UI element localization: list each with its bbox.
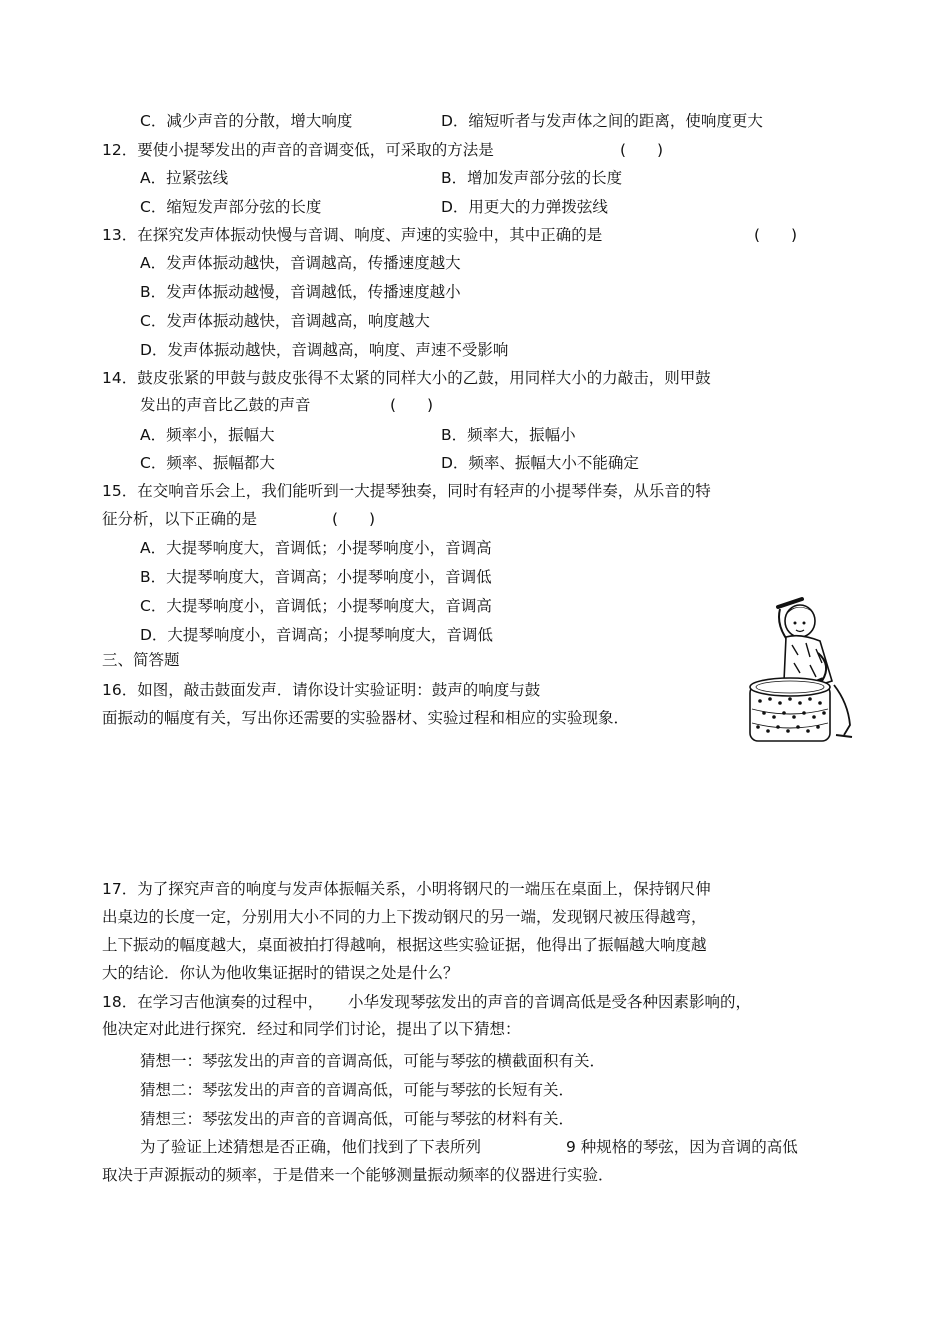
- q18-guess-3: 猜想三：琴弦发出的声音的音调高低，可能与琴弦的材料有关．: [140, 1110, 575, 1128]
- q14-option-c: C．频率、振幅都大: [140, 454, 275, 472]
- q13-option-b: B．发声体振动越慢，音调越低，传播速度越小: [140, 283, 461, 301]
- q14-option-a: A．频率小，振幅大: [140, 426, 275, 444]
- q18-line-7: 取决于声源振动的频率，于是借来一个能够测量振动频率的仪器进行实验．: [102, 1166, 614, 1184]
- q18-line-6a: 为了验证上述猜想是否正确，他们找到了下表所列: [140, 1138, 482, 1156]
- q11-option-d: D．缩短听者与发声体之间的距离，使响度更大: [441, 112, 763, 130]
- q12-option-a: A．拉紧弦线: [140, 169, 229, 187]
- q17-line-4: 大的结论．你认为他收集证据时的错误之处是什么？: [102, 964, 459, 982]
- q17-line-2: 出桌边的长度一定，分别用大小不同的力上下拨动钢尺的另一端，发现钢尺被压得越弯，: [102, 908, 707, 926]
- q12-option-d: D．用更大的力弹拨弦线: [441, 198, 608, 216]
- q12-stem: 12．要使小提琴发出的声音的音调变低，可采取的方法是: [102, 141, 494, 159]
- q12-answer-paren: ( ): [620, 141, 664, 159]
- q13-stem: 13．在探究发声体振动快慢与音调、响度、声速的实验中，其中正确的是: [102, 226, 603, 244]
- section-heading: 三、简答题: [102, 651, 180, 669]
- q14-stem-line-2: 发出的声音比乙鼓的声音: [140, 396, 311, 414]
- q13-option-d: D．发声体振动越快，音调越高，响度、声速不受影响: [140, 341, 509, 359]
- q18-line-1b: 小华发现琴弦发出的声音的音调高低是受各种因素影响的，: [348, 993, 752, 1011]
- q15-option-c: C．大提琴响度小，音调低；小提琴响度大，音调高: [140, 597, 492, 615]
- q14-option-d: D．频率、振幅大小不能确定: [441, 454, 639, 472]
- q15-stem-line-1: 15．在交响音乐会上，我们能听到一大提琴独奏，同时有轻声的小提琴伴奏，从乐音的特: [102, 482, 711, 500]
- q16-line-2: 面振动的幅度有关，写出你还需要的实验器材、实验过程和相应的实验现象．: [102, 709, 630, 727]
- q18-line-1a: 18．在学习吉他演奏的过程中，: [102, 993, 324, 1011]
- q16-line-1: 16．如图，敲击鼓面发声．请你设计实验证明：鼓声的响度与鼓: [102, 681, 541, 699]
- q15-stem-line-2: 征分析，以下正确的是: [102, 510, 258, 528]
- q13-option-c: C．发声体振动越快，音调越高，响度越大: [140, 312, 430, 330]
- q17-line-1: 17．为了探究声音的响度与发声体振幅关系，小明将钢尺的一端压在桌面上，保持钢尺伸: [102, 880, 711, 898]
- q18-line-6b: 9 种规格的琴弦，因为音调的高低: [566, 1138, 798, 1156]
- q12-option-b: B．增加发声部分弦的长度: [441, 169, 623, 187]
- q17-line-3: 上下振动的幅度越大，桌面被拍打得越响，根据这些实验证据，他得出了振幅越大响度越: [102, 936, 707, 954]
- q15-option-b: B．大提琴响度大，音调高；小提琴响度小，音调低: [140, 568, 492, 586]
- q13-option-a: A．发声体振动越快，音调越高，传播速度越大: [140, 254, 461, 272]
- q18-guess-2: 猜想二：琴弦发出的声音的音调高低，可能与琴弦的长短有关．: [140, 1081, 575, 1099]
- q14-stem-line-1: 14．鼓皮张紧的甲鼓与鼓皮张得不太紧的同样大小的乙鼓，用同样大小的力敲击，则甲鼓: [102, 369, 711, 387]
- q12-option-c: C．缩短发声部分弦的长度: [140, 198, 322, 216]
- q15-answer-paren: ( ): [332, 510, 376, 528]
- q15-option-a: A．大提琴响度大，音调低；小提琴响度小，音调高: [140, 539, 492, 557]
- q18-line-2: 他决定对此进行探究．经过和同学们讨论，提出了以下猜想：: [102, 1020, 521, 1038]
- q14-answer-paren: ( ): [390, 396, 434, 414]
- q18-guess-1: 猜想一：琴弦发出的声音的音调高低，可能与琴弦的横截面积有关．: [140, 1052, 606, 1070]
- q14-option-b: B．频率大，振幅小: [441, 426, 576, 444]
- q11-option-c: C．减少声音的分散，增大响度: [140, 112, 353, 130]
- q13-answer-paren: ( ): [754, 226, 798, 244]
- drummer-illustration: [740, 585, 860, 750]
- q15-option-d: D．大提琴响度小，音调高；小提琴响度大，音调低: [140, 626, 493, 644]
